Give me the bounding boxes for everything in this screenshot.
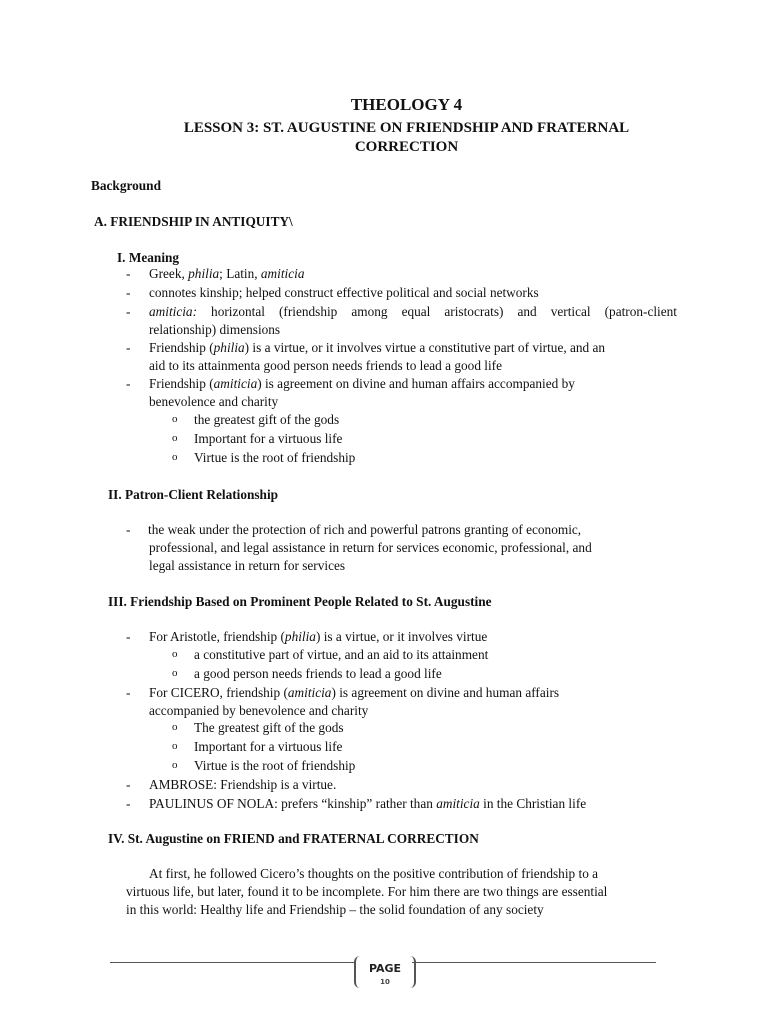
list-item: For Aristotle, friendship (philia) is a virtue, or it involves virtue [149,629,488,644]
sub-bullet: o [172,432,178,444]
sub-bullet: o [172,648,178,660]
sub-list-item: Important for a virtuous life [194,739,343,754]
sub-list-item: a good person needs friends to lead a good life [194,666,442,681]
bullet-dash: - [126,629,131,644]
background-label: Background [91,178,161,193]
sub-bullet: o [172,759,178,771]
list-item: PAULINUS OF NOLA: prefers “kinship” rather than amiticia in the Christian life [149,796,587,811]
bullet-dash: - [126,685,131,700]
prominent-heading: III. Friendship Based on Prominent People Related to St. Augustine [108,594,492,609]
paragraph-line: At first, he followed Cicero’s thoughts on the positive contribution of friendship to a [149,866,599,881]
lesson-title-line1: LESSON 3: ST. AUGUSTINE ON FRIENDSHIP AND FRATERNAL [183,120,630,136]
sub-list-item: Virtue is the root of friendship [194,758,356,773]
list-item: Friendship (philia) is a virtue, or it involves virtue a constitutive part of virtue, and an [149,340,606,355]
bullet-dash: - [126,376,131,391]
sub-list-item: the greatest gift of the gods [194,412,340,427]
sub-list-item: Important for a virtuous life [194,431,343,446]
sub-list-item: a constitutive part of virtue, and an aid to its attainment [194,647,489,662]
bullet-dash: - [126,285,131,300]
list-item-continued: benevolence and charity [149,394,279,409]
list-item-continued: legal assistance in return for services [149,558,346,573]
list-item-continued: aid to its attainmenta good person needs friends to lead a good life [149,358,503,373]
list-item: amiticia: horizontal (friendship among equal aristocrats) and vertical (patron-client [149,304,677,319]
section-a-heading: A. FRIENDSHIP IN ANTIQUITY\ [94,214,293,229]
bullet-dash: - [126,777,131,792]
sub-bullet: o [172,451,178,463]
sub-bullet: o [172,740,178,752]
bullet-dash: - [126,304,131,319]
sub-bullet: o [172,413,178,425]
patron-heading: II. Patron-Client Relationship [108,487,279,502]
list-item-continued: professional, and legal assistance in return for services economic, professional, and [149,540,592,555]
sub-list-item: Virtue is the root of friendship [194,450,356,465]
paragraph-line: virtuous life, but later, found it to be incomplete. For him there are two things are essential [126,884,608,899]
lesson-title-line2: CORRECTION [354,139,459,155]
list-item: the weak under the protection of rich and powerful patrons granting of economic, [148,522,582,537]
list-item-continued: accompanied by benevolence and charity [149,703,369,718]
footer-rule-left [110,962,354,963]
list-item: connotes kinship; helped construct effective political and social networks [149,285,539,300]
bullet-dash: - [126,522,131,537]
list-item: Friendship (amiticia) is agreement on divine and human affairs accompanied by [149,376,575,391]
augustine-heading: IV. St. Augustine on FRIEND and FRATERNAL CORRECTION [108,831,479,846]
page-label: PAGE [368,962,402,975]
footer-rule-right [412,962,656,963]
page-number-box [354,956,416,988]
meaning-heading: I. Meaning [117,250,180,265]
document-title: THEOLOGY 4 [350,95,463,114]
list-item: For CICERO, friendship (amiticia) is agreement on divine and human affairs [149,685,560,700]
sub-bullet: o [172,721,178,733]
bullet-dash: - [126,340,131,355]
bullet-dash: - [126,266,131,281]
bullet-dash: - [126,796,131,811]
paragraph-line: in this world: Healthy life and Friendship – the solid foundation of any society [126,902,544,917]
list-item: Greek, philia; Latin, amiticia [149,266,305,281]
page-number: 10 [380,978,390,986]
sub-list-item: The greatest gift of the gods [194,720,344,735]
sub-bullet: o [172,667,178,679]
list-item: AMBROSE: Friendship is a virtue. [149,777,337,792]
list-item-continued: relationship) dimensions [149,322,281,337]
